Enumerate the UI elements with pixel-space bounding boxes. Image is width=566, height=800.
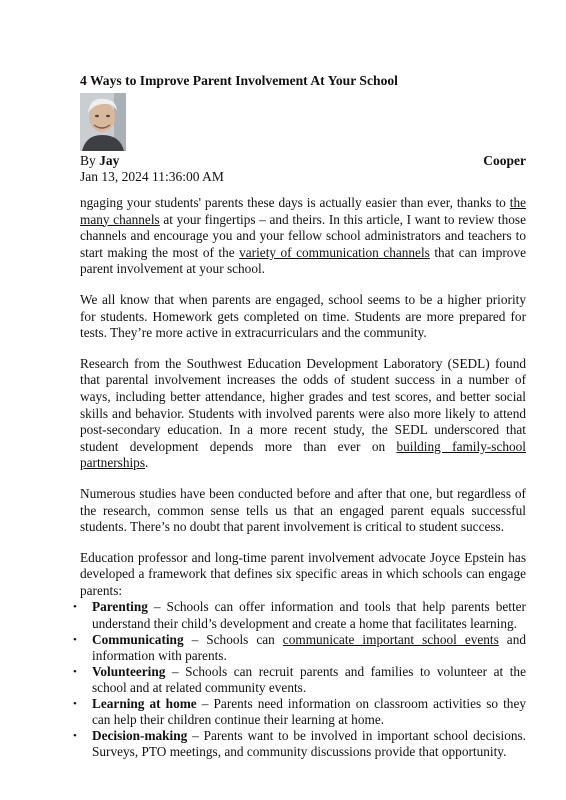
article-title: 4 Ways to Improve Parent Involvement At Your School [80,73,398,88]
list-item [73,728,526,760]
paragraph-framework: Education professor and long-time parent involvement advocate Joyce Epstein has developed a framework that defines six specific areas in which schools can engage parents: [80,549,526,598]
research-text-b: . [145,455,149,471]
link-partnerships[interactable]: building family-school partnerships [80,438,526,471]
paragraph-studies: Numerous studies have been conducted before and after that one, but regardless of the research, common sense tells us that an engaged parent equals successful students. There’s no doubt that parent involvement is critical to student success. [80,485,526,535]
list-text: – Schools can recruit parents and families to volunteer at the school and at related community events. [92,663,526,695]
framework-list [73,599,527,760]
bullet-icon: • [73,730,77,743]
publish-date: Jan 13, 2024 11:36:00 AM [80,169,224,184]
bullet-icon: • [73,665,77,678]
list-item [73,696,527,728]
intro-text-c: that can improve parent involvement at your school. [80,244,526,277]
paragraph-research [80,356,526,472]
author-first-name: Jay [99,153,120,168]
author-last-name: Cooper [483,153,526,168]
list-item [73,631,526,664]
link-communication-channels[interactable]: variety of communication channels [239,244,430,260]
list-term: Volunteering [92,663,166,679]
list-item [73,663,526,696]
byline [80,153,526,169]
research-text-a: Research from the Southwest Education Development Laboratory (SEDL) found that parental involvement increases the odds of student success in a number of ways, including better attendance, higher grades and test scores, and better social skills and behavior. Students with involved parents were also more likely to attend post-secondary education. In a more recent study, the SEDL underscored that student development depends more than ever on [80,355,526,454]
list-term: Decision-making [92,728,188,744]
paragraph-intro [80,195,526,278]
list-term: Parenting [92,599,148,615]
bullet-icon: • [73,698,77,711]
list-item [73,599,526,631]
link-school-events[interactable]: communicate important school events [282,631,499,647]
paragraph-engaged: We all know that when parents are engaged, school seems to be a higher priority for students. Homework gets completed on time. Students are more prepared for tests. They’re more active in extracurriculars and the community. [80,291,526,341]
bullet-icon: • [73,601,77,614]
list-text: – Schools can offer information and tools that help parents better understand their child’s development and create a home that facilitates learning. [92,599,526,631]
bullet-icon: • [73,633,77,646]
intro-text-a: ngaging your students' parents these days is actually easier than ever, thanks to [80,195,510,210]
link-many-channels[interactable]: the many channels [80,195,526,227]
list-term: Learning at home [92,696,197,712]
list-text: – Parents need information on classroom activities so they can help their children continue their learning at home. [92,696,527,728]
intro-text-b: at your fingertips – and theirs. In this article, I want to review those channels and encourage you and your fellow school administrators and teachers to start making the most of the [80,211,526,260]
list-term: Communicating [92,631,184,647]
author-avatar [80,93,126,151]
list-text: and information with parents. [92,631,526,663]
article [73,72,527,760]
list-text: – Parents want to be involved in important school decisions. Surveys, PTO meetings, and community discussions provide that opportunity. [92,728,526,760]
list-text: – Schools can [183,631,283,647]
author-prefix: By [80,153,96,168]
